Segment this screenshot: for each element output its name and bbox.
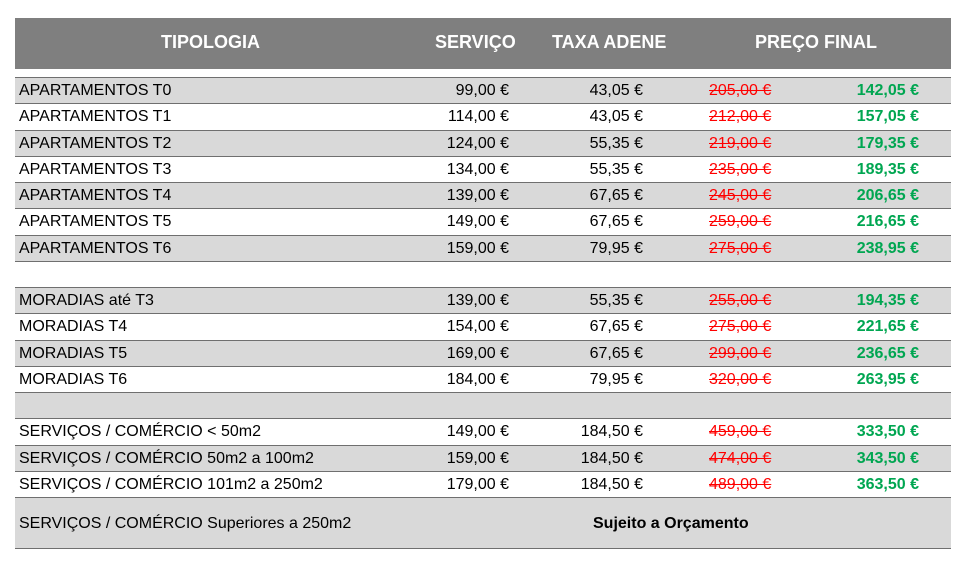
cell-preco-final: 236,65 € — [856, 344, 919, 362]
cell-preco-antigo: 474,00 € — [709, 449, 772, 467]
table-row — [15, 182, 951, 208]
cell-preco-antigo: 259,00 € — [709, 213, 772, 231]
cell-servico: 159,00 € — [446, 239, 509, 257]
cell-servico: 149,00 € — [446, 423, 509, 441]
cell-taxa: 43,05 € — [589, 108, 643, 126]
header-preco: PREÇO FINAL — [755, 32, 878, 52]
price-table — [15, 18, 951, 549]
cell-preco-antigo: 459,00 € — [709, 423, 772, 441]
cell-servico: 149,00 € — [446, 213, 509, 231]
cell-taxa: 67,65 € — [589, 213, 643, 231]
cell-tipologia: SERVIÇOS / COMÉRCIO < 50m2 — [19, 423, 261, 441]
table-row — [15, 313, 951, 339]
cell-taxa: 184,50 € — [580, 475, 643, 493]
cell-servico: 114,00 € — [447, 108, 509, 126]
cell-preco-final: 333,50 € — [856, 423, 919, 441]
cell-servico: 159,00 € — [446, 449, 509, 467]
header-servico: SERVIÇO — [435, 32, 516, 52]
cell-preco-antigo: 255,00 € — [709, 292, 772, 310]
cell-preco-final: 216,65 € — [856, 213, 919, 231]
cell-servico: 179,00 € — [446, 475, 509, 493]
cell-tipologia: APARTAMENTOS T0 — [19, 82, 172, 99]
cell-taxa: 184,50 € — [580, 423, 643, 441]
table-row — [15, 208, 951, 234]
cell-preco-final: 179,35 € — [856, 134, 919, 152]
table-row-superiores — [15, 497, 951, 549]
cell-preco-final: 221,65 € — [856, 318, 919, 336]
cell-taxa: 79,95 € — [589, 370, 643, 388]
cell-servico: 154,00 € — [446, 318, 509, 336]
cell-preco-final: 363,50 € — [856, 475, 919, 493]
cell-servico: 124,00 € — [446, 134, 509, 152]
cell-preco-antigo: 489,00 € — [709, 475, 772, 493]
section-spacer — [15, 392, 951, 418]
cell-preco-antigo: 219,00 € — [709, 134, 772, 152]
cell-preco-final: 206,65 € — [856, 187, 919, 205]
table-row — [15, 366, 951, 392]
apartamentos-group — [15, 77, 951, 261]
cell-preco-antigo: 320,00 € — [709, 370, 772, 388]
cell-tipologia: APARTAMENTOS T5 — [19, 213, 172, 231]
cell-tipologia: SERVIÇOS / COMÉRCIO Superiores a 250m2 — [19, 515, 352, 533]
cell-preco-final: 238,95 € — [856, 239, 919, 257]
cell-tipologia: MORADIAS até T3 — [19, 292, 154, 310]
cell-preco-antigo: 299,00 € — [709, 344, 772, 362]
table-row — [15, 471, 951, 497]
cell-tipologia: SERVIÇOS / COMÉRCIO 50m2 a 100m2 — [19, 449, 314, 467]
header-tipologia: TIPOLOGIA — [161, 32, 260, 52]
cell-taxa: 55,35 € — [589, 292, 643, 310]
cell-preco-antigo: 212,00 € — [709, 108, 772, 126]
servicos-group — [15, 418, 951, 497]
table-row — [15, 418, 951, 444]
table-row — [15, 235, 951, 261]
cell-tipologia: MORADIAS T5 — [19, 344, 128, 362]
table-row — [15, 156, 951, 182]
moradias-group — [15, 287, 951, 392]
cell-tipologia: SERVIÇOS / COMÉRCIO 101m2 a 250m2 — [19, 475, 323, 493]
cell-taxa: 55,35 € — [589, 160, 643, 178]
cell-preco-antigo: 235,00 € — [709, 160, 772, 178]
cell-taxa: 67,65 € — [589, 318, 643, 336]
cell-taxa: 67,65 € — [589, 187, 643, 205]
table-row — [15, 103, 951, 129]
cell-preco-final: 142,05 € — [856, 82, 919, 99]
cell-preco-final: 263,95 € — [856, 370, 919, 388]
cell-taxa: 67,65 € — [589, 344, 643, 362]
cell-preco-final: 343,50 € — [856, 449, 919, 467]
cell-preco-final: 189,35 € — [856, 160, 919, 178]
cell-preco-final: 157,05 € — [856, 108, 919, 126]
table-row — [15, 130, 951, 156]
cell-tipologia: APARTAMENTOS T2 — [19, 134, 172, 152]
cell-tipologia: APARTAMENTOS T4 — [19, 187, 172, 205]
cell-servico: 99,00 € — [455, 82, 509, 99]
cell-taxa: 184,50 € — [580, 449, 643, 467]
cell-servico: 139,00 € — [446, 292, 509, 310]
cell-tipologia: MORADIAS T6 — [19, 370, 128, 388]
cell-preco-antigo: 205,00 € — [709, 82, 772, 99]
cell-tipologia: MORADIAS T4 — [19, 318, 128, 336]
cell-servico: 134,00 € — [446, 160, 509, 178]
cell-preco-antigo: 245,00 € — [709, 187, 772, 205]
cell-servico: 139,00 € — [446, 187, 509, 205]
section-spacer — [15, 261, 951, 287]
cell-servico: 184,00 € — [446, 370, 509, 388]
cell-preco-antigo: 275,00 € — [709, 239, 772, 257]
table-row — [15, 77, 951, 103]
cell-tipologia: APARTAMENTOS T3 — [19, 160, 172, 178]
cell-preco-antigo: 275,00 € — [709, 318, 772, 336]
table-header — [15, 18, 951, 69]
cell-preco-final: 194,35 € — [856, 292, 919, 310]
cell-taxa: 55,35 € — [589, 134, 643, 152]
cell-taxa: 43,05 € — [589, 82, 643, 99]
cell-tipologia: APARTAMENTOS T6 — [19, 239, 172, 257]
cell-sujeito-orcamento: Sujeito a Orçamento — [593, 515, 749, 533]
table-row — [15, 445, 951, 471]
table-row — [15, 340, 951, 366]
header-taxa: TAXA ADENE — [552, 32, 667, 52]
table-row — [15, 287, 951, 313]
cell-taxa: 79,95 € — [589, 239, 643, 257]
cell-servico: 169,00 € — [446, 344, 509, 362]
cell-tipologia: APARTAMENTOS T1 — [19, 108, 172, 126]
